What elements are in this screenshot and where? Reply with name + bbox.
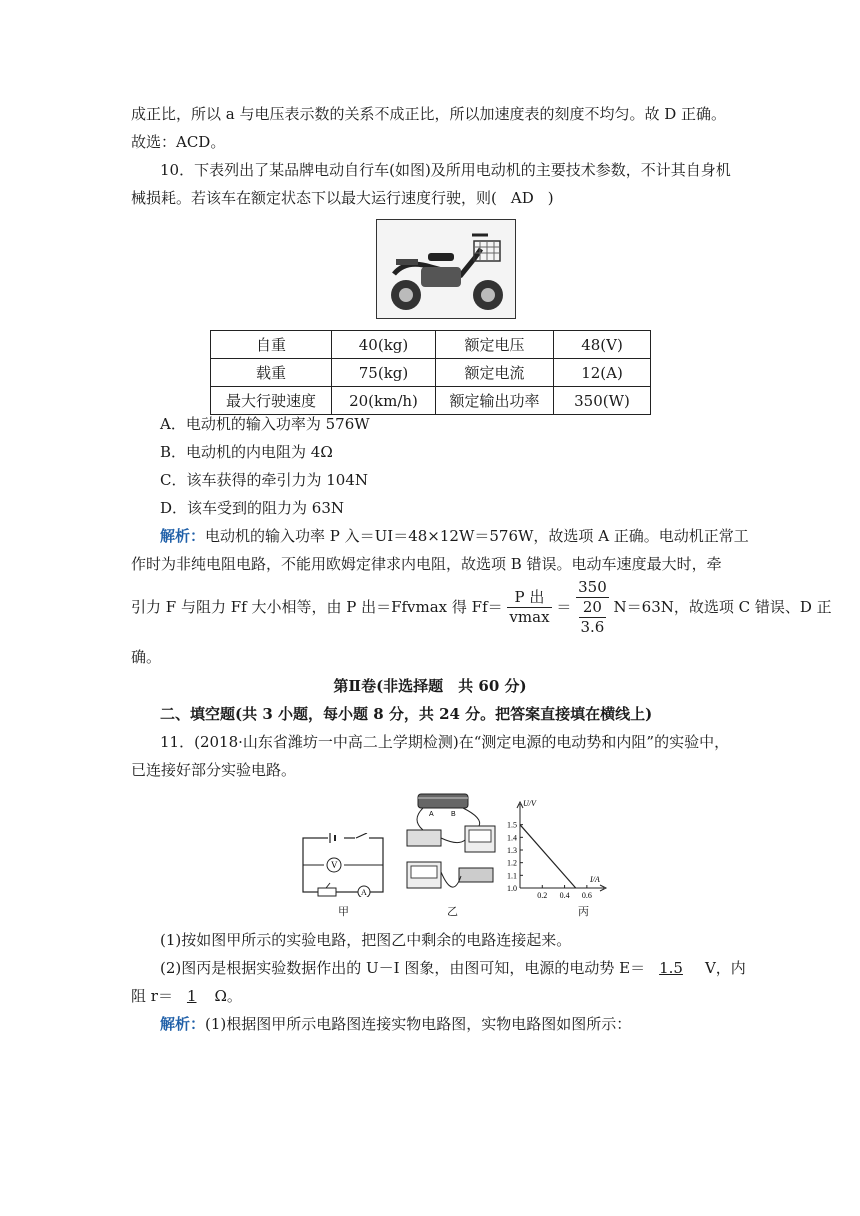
prev-line-1: 成正比，所以 a 与电压表示数的关系不成正比，所以加速度表的刻度不均匀。故 D 正确。 bbox=[131, 105, 727, 123]
answer-emf: 1.5 bbox=[659, 959, 683, 977]
q10-option-b: B．电动机的内电阻为 4Ω bbox=[160, 443, 333, 461]
q10-analysis-3: 引力 F 与阻力 Ff 大小相等，由 P 出＝Ffvmax 得 Ff＝ $\frac{\text{P 出}}{vmax}$ ＝ $\frac{350}{\frac{20}{3.6}}$ N＝63N，故选项 C 错误、D 正 bbox=[131, 578, 832, 636]
q10-answer: AD bbox=[510, 189, 534, 207]
data-line bbox=[520, 825, 576, 888]
prev-line-2: 故选：ACD。 bbox=[131, 133, 226, 151]
x-tick-label: 0.4 bbox=[559, 891, 570, 900]
answer-resistance: 1 bbox=[186, 987, 197, 1005]
circuit-diagram bbox=[300, 833, 390, 897]
table-row: 载重 75(kg) 额定电流 12(A) bbox=[211, 359, 651, 387]
section-subheading: 二、填空题(共 3 小题，每小题 8 分，共 24 分。把答案直接填在横线上) bbox=[160, 705, 653, 723]
table-row: 自重 40(kg) 额定电压 48(V) bbox=[211, 331, 651, 359]
x-tick-label: 0.2 bbox=[537, 891, 548, 900]
figure-label-jia: 甲 bbox=[338, 905, 349, 918]
table-row: 最大行驶速度 20(km/h) 额定输出功率 350(W) bbox=[211, 387, 651, 415]
q10-option-c: C．该车获得的牵引力为 104N bbox=[160, 471, 369, 489]
x-axis-label: I/A bbox=[590, 875, 600, 884]
q11-part-2: (2)图丙是根据实验数据作出的 U－I 图象，由图可知，电源的电动势 E＝ 1.5 V，内 bbox=[160, 959, 746, 977]
q11-part-1: (1)按如图甲所示的实验电路，把图乙中剩余的电路连接起来。 bbox=[160, 931, 572, 949]
q10-analysis-2: 作时为非纯电阻电路，不能用欧姆定律求内电阻，故选项 B 错误。电动车速度最大时，牵 bbox=[131, 555, 722, 573]
q10-option-d: D．该车受到的阻力为 63N bbox=[160, 499, 345, 517]
q11-stem-2: 已连接好部分实验电路。 bbox=[131, 761, 297, 779]
svg-text:B: B bbox=[451, 811, 456, 818]
q10-option-a: A．电动机的输入功率为 576W bbox=[160, 415, 370, 433]
svg-text:A: A bbox=[361, 888, 367, 897]
q10-stem-1: 10．下表列出了某品牌电动自行车(如图)及所用电动机的主要技术参数，不计其自身机 bbox=[160, 161, 731, 179]
q11-part-3: 阻 r＝ 1 Ω。 bbox=[131, 987, 242, 1005]
svg-text:A: A bbox=[429, 811, 434, 818]
y-tick-label: 1.5 bbox=[507, 820, 517, 830]
y-tick-label: 1.3 bbox=[507, 846, 517, 855]
svg-text:V: V bbox=[331, 860, 338, 870]
fraction-350: $\frac{350}{\frac{20}{3.6}}$ bbox=[578, 578, 607, 636]
spec-table bbox=[210, 330, 651, 415]
section-heading: 第Ⅱ卷(非选择题 共 60 分) bbox=[333, 677, 527, 695]
figure-label-bing: 丙 bbox=[578, 905, 589, 918]
q11-stem-1: 11．(2018·山东省潍坊一中高二上学期检测)在“测定电源的电动势和内阻”的实验中， bbox=[160, 733, 730, 751]
y-tick-label: 1.0 bbox=[507, 884, 517, 893]
q10-stem-2: 械损耗。若该车在额定状态下以最大运行速度行驶，则( AD ) bbox=[131, 189, 554, 207]
fraction-p-over-v: $\frac{\text{P 出}}{vmax}$ bbox=[509, 588, 550, 626]
figure-label-yi: 乙 bbox=[447, 905, 458, 918]
y-tick-label: 1.2 bbox=[507, 858, 517, 868]
q10-analysis-4: 确。 bbox=[131, 648, 162, 666]
apparatus-illustration bbox=[403, 790, 503, 900]
q11-analysis: 解析：(1)根据图甲所示电路图连接实物电路图，实物电路图如图所示： bbox=[160, 1015, 632, 1033]
ebike-image bbox=[376, 219, 516, 319]
y-tick-label: 1.1 bbox=[507, 871, 517, 881]
u-i-graph bbox=[498, 800, 608, 905]
y-tick-label: 1.4 bbox=[507, 833, 517, 843]
q10-analysis-1: 解析：电动机的输入功率 P 入＝UI＝48×12W＝576W，故选项 A 正确。电动机正常工 bbox=[160, 527, 749, 545]
x-tick-label: 0.6 bbox=[581, 891, 592, 900]
y-axis-label: U/V bbox=[523, 800, 536, 808]
